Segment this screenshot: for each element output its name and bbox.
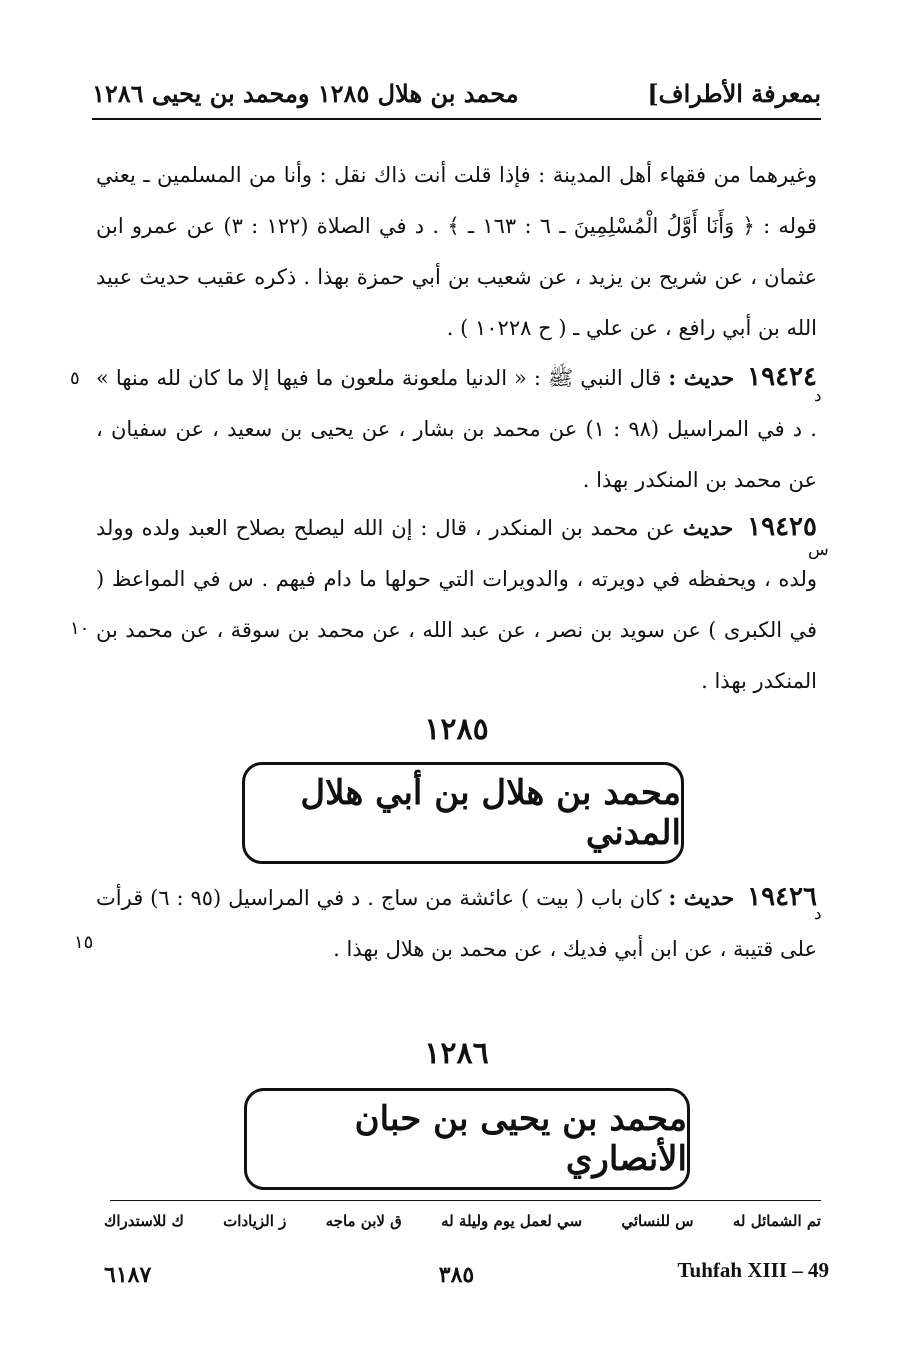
intro-text: وغيرهما من فقهاء أهل المدينة : فإذا قلت أنت ذاك نقل : وأنا من المسلمين ـ يعني قوله : ﴿ وَأَنَا أَوَّلُ الْمُسْلِمِينَ ـ ٦ : ١٦٣ ـ ﴾ . د في الصلاة (١٢٢ : ٣) عن عمرو ابن عثمان ، عن شريح بن يزيد ، عن شعيب بن أبي حمزة بهذا . ذكره عقيب حديث عبيد الله بن أبي رافع ، عن علي ـ ( ح ١٠٢٢٨ ) . [96,163,817,340]
line-number: ١٥ [74,932,94,953]
footer-volume-signature: Tuhfah XIII – 49 [677,1258,829,1282]
header-rule [92,118,821,120]
entry-siglum: س [808,540,829,560]
hadith-entry-19424 [96,352,817,506]
entry-keyword: حديث [682,515,734,540]
sigla-item: ق لابن ماجه [325,1212,402,1230]
section-number: ١٢٨٦ [424,1036,489,1071]
running-head-sections: محمد بن هلال ١٢٨٥ ومحمد بن يحيى ١٢٨٦ [92,78,519,108]
entry-text: قال النبي ﷺ : « الدنيا ملعونة ملعون ما فيها إلا ما كان لله منها » . د في المراسيل (٩٨ : ١) عن محمد بن بشار ، عن يحيى بن سعيد ، عن سفيان ، عن محمد بن المنكدر بهذا . [96,366,817,492]
running-head-book-title: بمعرفة الأطراف] [647,78,821,108]
entry-keyword: حديث : [668,365,735,390]
section-number: ١٢٨٥ [424,712,489,747]
sigla-legend [104,1204,821,1238]
intro-paragraph [96,150,817,354]
hadith-entry-19426 [96,872,817,975]
entry-text: كان باب ( بيت ) عائشة من ساج . د في المراسيل (٩٥ : ٦) قرأت على قتيبة ، عن ابن أبي فديك ، عن محمد بن هلال بهذا . [96,886,817,961]
entry-number: ١٩٤٢٤ [747,362,817,392]
sigla-item: سي لعمل يوم وليلة له [441,1212,583,1230]
narrator-name: محمد بن يحيى بن حبان الأنصاري [354,1099,687,1179]
narrator-name-box [244,1088,690,1190]
narrator-name: محمد بن هلال بن أبي هلال المدني [300,773,681,853]
sigla-item: ز الزيادات [223,1212,287,1230]
entry-siglum: د [814,386,822,406]
entry-siglum: د [814,904,822,924]
sigla-item: س للنسائي [621,1212,694,1230]
sigla-item: تم الشمائل له [732,1212,821,1230]
line-number: ١٠ [70,618,90,639]
entry-keyword: حديث : [668,885,735,910]
line-number: ٥ [70,368,80,389]
page-number: ٣٨٥ [438,1262,475,1288]
entry-number: ١٩٤٢٦ [747,882,817,912]
footer-rule [110,1200,821,1201]
entry-number: ١٩٤٢٥ [747,512,817,542]
running-head [92,70,821,116]
hadith-entry-19425 [96,502,817,707]
narrator-name-box [242,762,684,864]
entry-text: عن محمد بن المنكدر ، قال : إن الله ليصلح بصلاح العبد ولده وولد ولده ، ويحفظه في دويرته ، والدويرات التي حولها ما دام فيهم . س في المواعظ ( في الكبرى ) عن سويد بن نصر ، عن عبد الله ، عن محمد بن سوقة ، عن محمد بن المنكدر بهذا . [96,516,817,693]
sigla-item: ك للاستدراك [104,1212,184,1230]
footer-left-number: ٦١٨٧ [104,1262,152,1288]
